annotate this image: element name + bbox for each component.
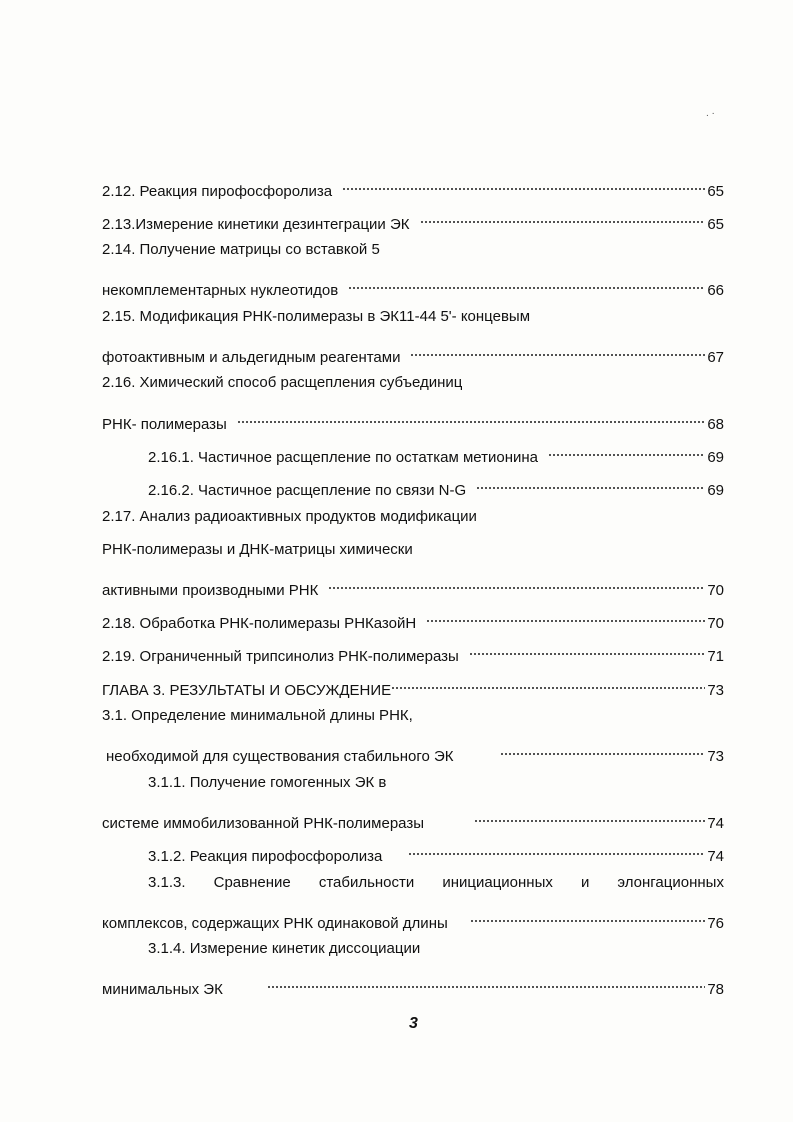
leader-dots xyxy=(500,737,706,761)
leader-dots xyxy=(426,604,705,628)
toc-entry-page: 67 xyxy=(707,349,724,366)
toc-entry-2-15-line2[interactable] xyxy=(102,338,724,366)
toc-entry-title: 3.1.4. Измерение кинетик диссоциации xyxy=(148,940,421,957)
leader-dots xyxy=(469,637,706,661)
toc-word: инициационных xyxy=(442,874,553,891)
toc-entry-title: 3.1.1. Получение гомогенных ЭК в xyxy=(148,774,387,791)
leader-dots xyxy=(476,471,705,495)
toc-word: стабильности xyxy=(318,874,415,891)
toc-entry-title: системе иммобилизованной РНК-полимеразы xyxy=(102,815,425,832)
toc-entry-page: 74 xyxy=(707,848,724,865)
toc-entry-page: 73 xyxy=(707,682,724,699)
toc-entry-page: 74 xyxy=(707,815,724,832)
toc-entry-3-1-4-line1[interactable] xyxy=(148,937,420,961)
toc-word: элонгационных xyxy=(617,874,724,891)
toc-entry-title: 2.17. Анализ радиоактивных продуктов модификации xyxy=(102,508,477,525)
toc-word: и xyxy=(580,874,590,891)
leader-dots xyxy=(348,271,705,295)
leader-dots xyxy=(408,837,705,861)
leader-dots xyxy=(474,804,705,828)
toc-entry-title: фотоактивным и альдегидным реагентами xyxy=(102,349,401,366)
toc-entry-chapter-3[interactable] xyxy=(102,671,724,699)
toc-entry-2-15-line1[interactable] xyxy=(102,305,530,329)
toc-entry-page: 68 xyxy=(707,416,724,433)
toc-entry-2-17-line2[interactable] xyxy=(102,538,413,562)
toc-entry-3-1-line1[interactable] xyxy=(102,704,413,728)
toc-entry-page: 78 xyxy=(707,981,724,998)
toc-entry-title: 3.1. Определение минимальной длины РНК, xyxy=(102,707,413,724)
toc-entry-3-1-3-line1[interactable] xyxy=(148,871,724,895)
toc-entry-page: 69 xyxy=(707,449,724,466)
leader-dots xyxy=(342,172,705,196)
toc-entry-page: 76 xyxy=(707,915,724,932)
toc-entry-3-1-3-line2[interactable] xyxy=(102,904,724,932)
leader-dots xyxy=(267,970,705,994)
page-number: 3 xyxy=(409,1015,418,1032)
toc-entry-2-14-line2[interactable] xyxy=(102,271,724,299)
toc-entry-title: активными производными РНК xyxy=(102,582,319,599)
toc-entry-3-1-1-line2[interactable] xyxy=(102,804,724,832)
toc-entry-2-18[interactable] xyxy=(102,604,724,632)
toc-entry-2-12[interactable] xyxy=(102,172,724,200)
toc-entry-title: РНК- полимеразы xyxy=(102,416,227,433)
toc-entry-2-16-2[interactable] xyxy=(148,471,724,499)
toc-entry-page: 69 xyxy=(707,482,724,499)
toc-entry-2-16-line1[interactable] xyxy=(102,371,462,395)
toc-entry-title: 2.16.2. Частичное расщепление по связи N-G xyxy=(148,482,467,499)
leader-dots xyxy=(391,671,705,695)
leader-dots xyxy=(470,904,706,928)
toc-entry-2-19[interactable] xyxy=(102,637,724,665)
toc-entry-page: 71 xyxy=(707,648,724,665)
toc-entry-2-16-line2[interactable] xyxy=(102,405,724,433)
toc-entry-page: 66 xyxy=(707,282,724,299)
toc-entry-page: 65 xyxy=(707,216,724,233)
toc-entry-title: 2.18. Обработка РНК-полимеразы РНКазойН xyxy=(102,615,417,632)
toc-word: Сравнение xyxy=(213,874,291,891)
toc-entry-title: 3.1.2. Реакция пирофосфоролиза xyxy=(148,848,383,865)
toc-entry-title: РНК-полимеразы и ДНК-матрицы химически xyxy=(102,541,413,558)
toc-entry-3-1-4-line2[interactable] xyxy=(102,970,724,998)
leader-dots xyxy=(237,405,705,429)
toc-entry-page: 70 xyxy=(707,615,724,632)
toc-entry-title: 2.14. Получение матрицы со вставкой 5 xyxy=(102,241,380,258)
toc-entry-title: 2.15. Модификация РНК-полимеразы в ЭК11-44 5'- концевым xyxy=(102,308,531,325)
toc-entry-title: некомплементарных нуклеотидов xyxy=(102,282,339,299)
toc-entry-3-1-1-line1[interactable] xyxy=(148,771,386,795)
toc-entry-2-16-1[interactable] xyxy=(148,438,724,466)
toc-entry-2-14-line1[interactable] xyxy=(102,238,380,262)
leader-dots xyxy=(420,205,706,229)
toc-entry-3-1-2[interactable] xyxy=(148,837,724,865)
toc-entry-title: необходимой для существования стабильного ЭК xyxy=(106,748,454,765)
toc-entry-title: 2.19. Ограниченный трипсинолиз РНК-полимеразы xyxy=(102,648,459,665)
leader-dots xyxy=(328,571,705,595)
toc-entry-title: минимальных ЭК xyxy=(102,981,223,998)
toc-entry-2-17-line1[interactable] xyxy=(102,505,477,529)
toc-entry-title: 2.13.Измерение кинетики дезинтеграции ЭК xyxy=(102,216,410,233)
leader-dots xyxy=(410,338,705,362)
toc-entry-title: ГЛАВА 3. РЕЗУЛЬТАТЫ И ОБСУЖДЕНИЕ xyxy=(102,682,392,699)
toc-entry-title: 2.16. Химический способ расщепления субъединиц xyxy=(102,374,463,391)
toc-entry-3-1-line2[interactable] xyxy=(106,737,724,765)
toc-entry-page: 65 xyxy=(707,183,724,200)
toc-entry-page: 70 xyxy=(707,582,724,599)
toc-entry-2-13[interactable] xyxy=(102,205,724,233)
toc-entry-title: комплексов, содержащих РНК одинаковой длины xyxy=(102,915,448,932)
toc-entry-2-17-line3[interactable] xyxy=(102,571,724,599)
toc-word: 3.1.3. xyxy=(148,874,186,891)
toc-entry-title: 2.16.1. Частичное расщепление по остаткам метионина xyxy=(148,449,538,466)
scan-mark: . · xyxy=(706,108,715,119)
toc-entry-title: 2.12. Реакция пирофосфоролиза xyxy=(102,183,333,200)
leader-dots xyxy=(548,438,705,462)
toc-entry-page: 73 xyxy=(707,748,724,765)
